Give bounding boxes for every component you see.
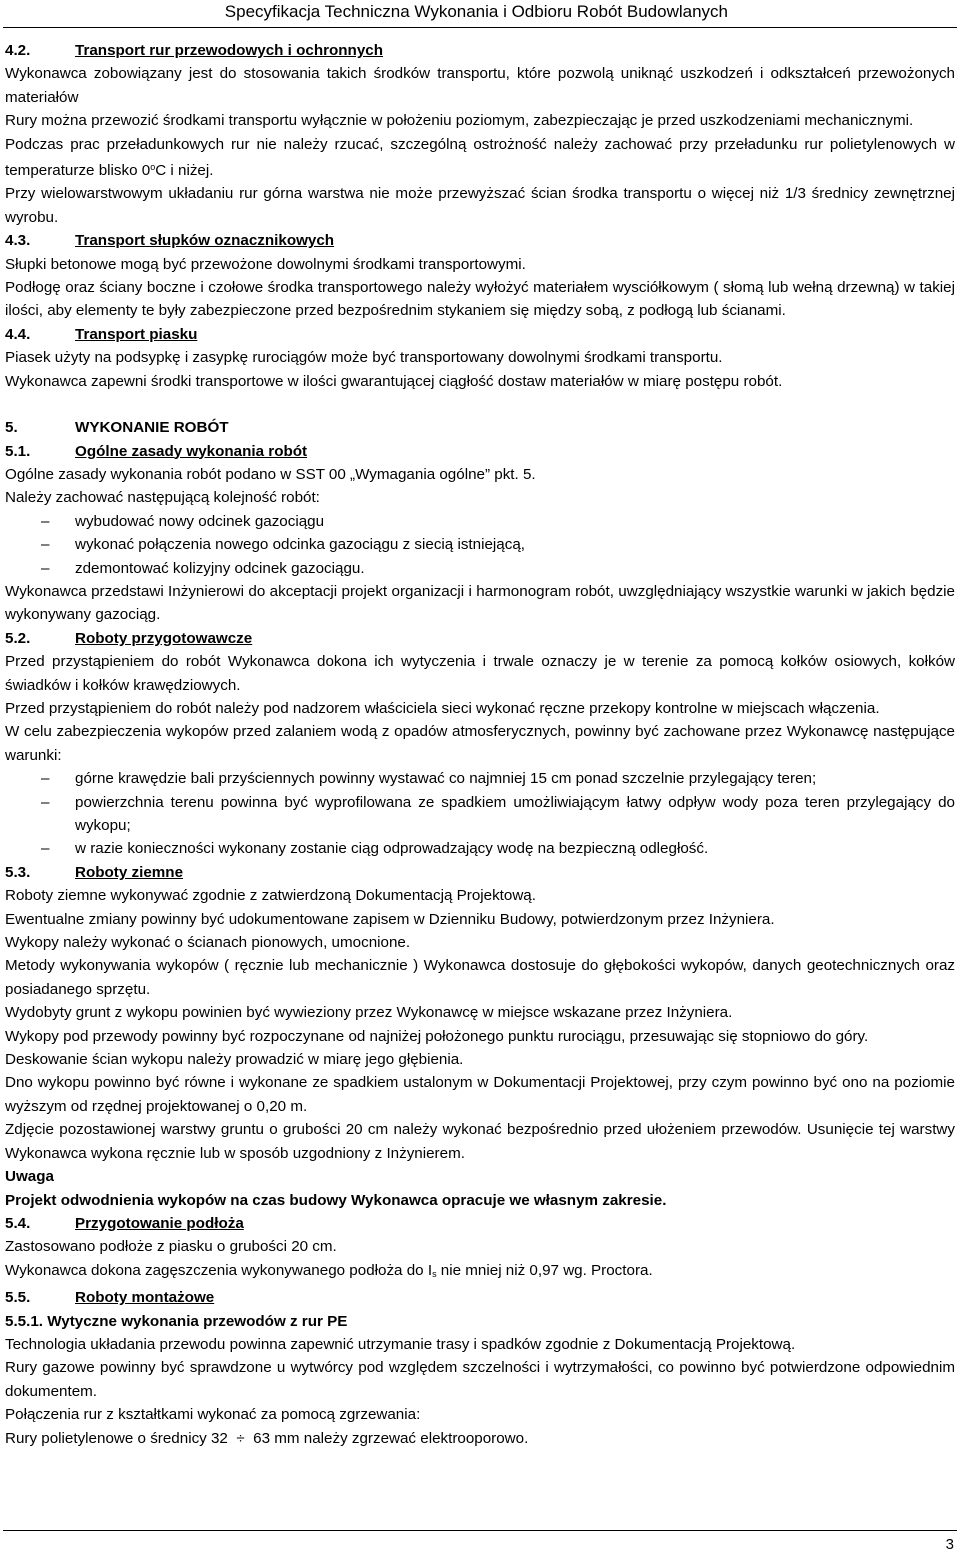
paragraph: Metody wykonywania wykopów ( ręcznie lub mechanicznie ) Wykonawca dostosuje do głębokości wykopów, danych geotechnicznych oraz posiadanego sprzętu. — [5, 957, 955, 998]
section-number: 4.2. — [5, 42, 31, 59]
list-item-text: w razie konieczności wykonany zostanie ciąg odprowadzający wodę na bezpieczną odległość. — [75, 840, 709, 858]
list-item-text: powierzchnia terenu powinna być wyprofilowana ze spadkiem umożliwiającym łatwy odpływ wody poza teren przylegający do wykopu; — [75, 793, 955, 834]
paragraph — [5, 1259, 955, 1286]
list-item — [5, 557, 955, 580]
paragraph: Ewentualne zmiany powinny być udokumentowane zapisem w Dzienniku Budowy, potwierdzonym przez Inżyniera. — [5, 910, 775, 928]
paragraph: Przed przystąpieniem do robót należy pod nadzorem właściciela sieci wykonać ręczne przekopy kontrolne w miejscach włączenia. — [5, 699, 880, 717]
section-number: 4.3. — [5, 232, 31, 250]
list-item-text: górne krawędzie bali przyściennych powinny wystawać co najmniej 15 cm ponad szczelnie przylegający teren; — [75, 770, 817, 788]
section-heading-4-3 — [5, 229, 955, 252]
section-heading-5-2 — [5, 627, 955, 650]
section-number: 5. — [5, 419, 18, 437]
chapter-heading-5 — [5, 416, 955, 439]
section-heading-5-4 — [5, 1212, 955, 1235]
dash-bullet-icon: – — [41, 793, 50, 811]
range-symbol: ÷ — [236, 1429, 245, 1447]
paragraph: Wykopy należy wykonać o ścianach pionowych, umocnione. — [5, 934, 411, 952]
paragraph: Technologia układania przewodu powinna zapewnić utrzymanie trasy i spadków zgodnie z Dokumentacją Projektową. — [5, 1335, 796, 1353]
text-run: C i niżej. — [155, 162, 214, 180]
dash-bullet-icon: – — [41, 559, 50, 577]
paragraph: Rury gazowe powinny być sprawdzone u wytwórcy pod względem szczelności i wytrzymałości, co powinno być potwierdzone odpowiednim dokumentem. — [5, 1359, 955, 1400]
dash-bullet-icon: – — [41, 512, 50, 530]
text-run: 63 mm należy zgrzewać elektrooporowo. — [253, 1429, 529, 1447]
section-title: WYKONANIE ROBÓT — [75, 419, 229, 437]
section-heading-5-5-1: 5.5.1. Wytyczne wykonania przewodów z rur PE — [5, 1312, 348, 1330]
text-run: Wykonawca dokona zagęszczenia wykonywanego podłoża do I — [5, 1261, 433, 1279]
list-item — [5, 837, 955, 860]
text-run: nie mniej niż 0,97 wg. Proctora. — [436, 1261, 653, 1279]
text-run: Rury polietylenowe o średnicy 32 — [5, 1429, 228, 1447]
section-heading-4-2 — [5, 39, 955, 62]
paragraph: Ogólne zasady wykonania robót podano w SST 00 „Wymagania ogólne” pkt. 5. — [5, 465, 536, 483]
note-text: Projekt odwodnienia wykopów na czas budowy Wykonawca opracuje we własnym zakresie. — [5, 1191, 667, 1209]
paragraph: Rury można przewozić środkami transportu wyłącznie w położeniu poziomym, zabezpieczając je przed uszkodzeniami mechanicznymi. — [5, 112, 914, 130]
footer-divider — [3, 1530, 957, 1531]
paragraph: Roboty ziemne wykonywać zgodnie z zatwierdzoną Dokumentacją Projektową. — [5, 887, 536, 905]
degree-superscript: o — [150, 162, 156, 173]
section-number: 5.1. — [5, 442, 31, 460]
paragraph: Słupki betonowe mogą być przewożone dowolnymi środkami transportowymi. — [5, 255, 526, 273]
paragraph: Zastosowano podłoże z piasku o grubości 20 cm. — [5, 1238, 337, 1256]
list-item — [5, 510, 955, 533]
list-item — [5, 533, 955, 556]
list-item — [5, 791, 955, 838]
list-item-text: zdemontować kolizyjny odcinek gazociągu. — [75, 559, 365, 577]
paragraph: Połączenia rur z kształtkami wykonać za pomocą zgrzewania: — [5, 1406, 421, 1424]
header-divider — [3, 27, 957, 28]
paragraph: Podłogę oraz ściany boczne i czołowe środka transportowego należy wyłożyć materiałem wysciółkowym ( słomą lub wełną drzewną) w takiej ilości, aby elementy te były zabezpieczone przed bezpośrednim stykaniem się między sobą, z podłogą lub ścianami. — [5, 279, 955, 320]
section-heading-5-1 — [5, 440, 955, 463]
paragraph: W celu zabezpieczenia wykopów przed zalaniem wodą z opadów atmosferycznych, powinny być zachowane przez Wykonawcę następujące warunki: — [5, 723, 955, 764]
section-number: 5.2. — [5, 629, 31, 647]
paragraph: Należy zachować następującą kolejność robót: — [5, 489, 320, 507]
spacer — [5, 393, 955, 416]
document-header: Specyfikacja Techniczna Wykonania i Odbioru Robót Budowlanych — [224, 2, 728, 21]
subscript: s — [432, 1268, 437, 1279]
dash-bullet-icon: – — [41, 840, 50, 858]
section-title: Roboty ziemne — [75, 863, 184, 881]
section-title: Transport piasku — [75, 325, 198, 343]
paragraph: Piasek użyty na podsypkę i zasypkę rurociągów może być transportowany dowolnymi środkami transportu. — [5, 349, 723, 367]
list-item-text: wykonać połączenia nowego odcinka gazociągu z siecią istniejącą, — [75, 536, 525, 554]
section-title: Transport rur przewodowych i ochronnych — [75, 42, 384, 59]
list-item — [5, 767, 955, 790]
page-number: 3 — [945, 1536, 954, 1553]
section-title: Transport słupków oznacznikowych — [75, 232, 335, 250]
dash-bullet-icon: – — [41, 770, 50, 788]
paragraph: Wykonawca zobowiązany jest do stosowania takich środków transportu, które pozwolą uniknąć uszkodzeń i odkształceń przewożonych materiałów — [5, 65, 955, 106]
section-title: Roboty przygotowawcze — [75, 629, 253, 647]
section-title: Przygotowanie podłoża — [75, 1214, 244, 1232]
dash-bullet-icon: – — [41, 536, 50, 554]
paragraph: Przy wielowarstwowym układaniu rur górna warstwa nie może przewyższać ścian środka transportu o więcej niż 1/3 średnicy zewnętrznej wyrobu. — [5, 185, 955, 226]
section-number: 5.3. — [5, 863, 31, 881]
paragraph: Wykopy pod przewody powinny być rozpoczynane od najniżej położonego punktu rurociągu, przesuwając się stopniowo do góry. — [5, 1027, 869, 1045]
list-item-text: wybudować nowy odcinek gazociągu — [75, 512, 325, 530]
paragraph: Deskowanie ścian wykopu należy prowadzić w miarę jego głębienia. — [5, 1051, 464, 1069]
paragraph: Wykonawca przedstawi Inżynierowi do akceptacji projekt organizacji i harmonogram robót, uwzględniający wszystkie warunki w jakich będzie wykonywany gazociąg. — [5, 582, 955, 624]
note-label: Uwaga — [5, 1168, 54, 1186]
paragraph: Wydobyty grunt z wykopu powinien być wywieziony przez Wykonawcę w miejsce wskazane przez Inżyniera. — [5, 1004, 733, 1022]
section-number: 4.4. — [5, 325, 31, 343]
paragraph: Wykonawca zapewni środki transportowe w ilości gwarantującej ciągłość dostaw materiałów w miarę postępu robót. — [5, 372, 783, 390]
section-heading-5-3 — [5, 861, 955, 884]
paragraph — [5, 1427, 955, 1450]
paragraph: Przed przystąpieniem do robót Wykonawca dokona ich wytyczenia i trwale oznaczy je w terenie za pomocą kołków osiowych, kołków świadków i kołków krawędziowych. — [5, 653, 955, 694]
paragraph: Zdjęcie pozostawionej warstwy gruntu o grubości 20 cm należy wykonać bezpośrednio przed ułożeniem przewodów. Usunięcie tej warstwy Wykonawca wykona ręcznie lub w sposób uzgodniony z Inżynierem. — [5, 1121, 955, 1162]
section-heading-4-4 — [5, 323, 955, 346]
paragraph: Dno wykopu powinno być równe i wykonane ze spadkiem ustalonym w Dokumentacji Projektowej, przy czym powinno być ono na poziomie wyższym od rzędnej projektowanej o 0,20 m. — [5, 1074, 955, 1115]
section-title: Roboty montażowe — [75, 1289, 215, 1307]
document-body — [5, 39, 955, 1450]
text-run: Podczas prac przeładunkowych rur nie należy rzucać, szczególną ostrożność należy zachować przy przeładunku rur polietylenowych w temperaturze blisko 0 — [5, 135, 955, 180]
section-heading-5-5 — [5, 1286, 955, 1309]
section-number: 5.4. — [5, 1214, 31, 1232]
paragraph — [5, 133, 955, 183]
section-title: Ogólne zasady wykonania robót — [75, 442, 308, 460]
section-number: 5.5. — [5, 1289, 31, 1307]
